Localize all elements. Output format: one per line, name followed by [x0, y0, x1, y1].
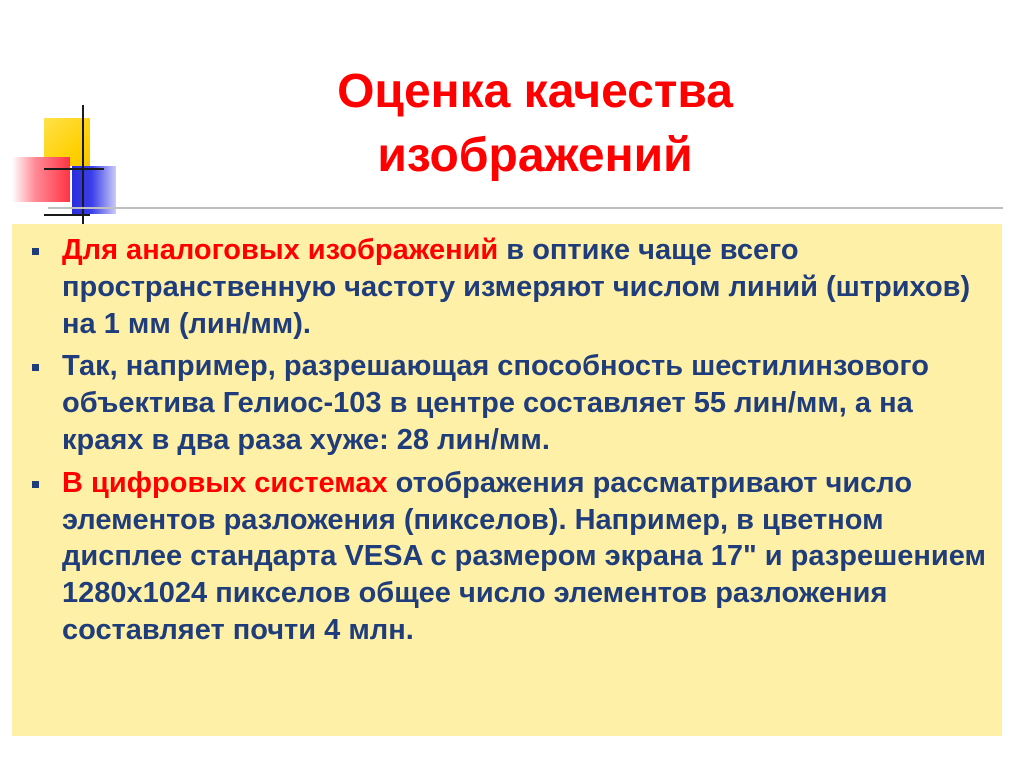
logo-red-square: [12, 157, 70, 202]
slide-title-line-2: изображений: [377, 129, 693, 182]
bullet-list: [28, 232, 986, 649]
logo-horizontal-line-lower: [44, 214, 90, 216]
bullet-item-example: [28, 348, 986, 458]
bullet-marker-icon: [32, 481, 39, 488]
bullet-text: в оптике чаще всего пространственную частоту измеряют числом линий (штрихов) на 1 мм (лин/мм).: [62, 234, 971, 340]
decorative-logo: [0, 0, 140, 240]
bullet-text: Так, например, разрешающая способность шестилинзового объектива Гелиос-103 в центре составляет 55 лин/мм, а на краях в два раза хуже: 28 лин/мм.: [62, 350, 929, 456]
bullet-marker-icon: [32, 248, 39, 255]
slide-title-line-1: Оценка качества: [337, 65, 733, 118]
bullet-item-digital: [28, 465, 986, 649]
slide-title: [180, 60, 890, 188]
bullet-highlight: В цифровых системах: [62, 466, 388, 499]
bullet-highlight: Для аналоговых изображений: [62, 234, 499, 266]
bullet-item-analog: [28, 232, 986, 342]
bullet-marker-icon: [32, 364, 39, 371]
bullet-text: отображения рассматривают число элементов разложения (пикселов). Например, в цветном дисплее стандарта VESA с размером экрана 17" и разрешением 1280х1024 пикселов общее число элементов разложения составляет почти 4 млн.: [62, 466, 986, 646]
title-divider: [48, 207, 1003, 209]
content-box: [12, 224, 1002, 736]
logo-horizontal-line: [44, 168, 104, 170]
